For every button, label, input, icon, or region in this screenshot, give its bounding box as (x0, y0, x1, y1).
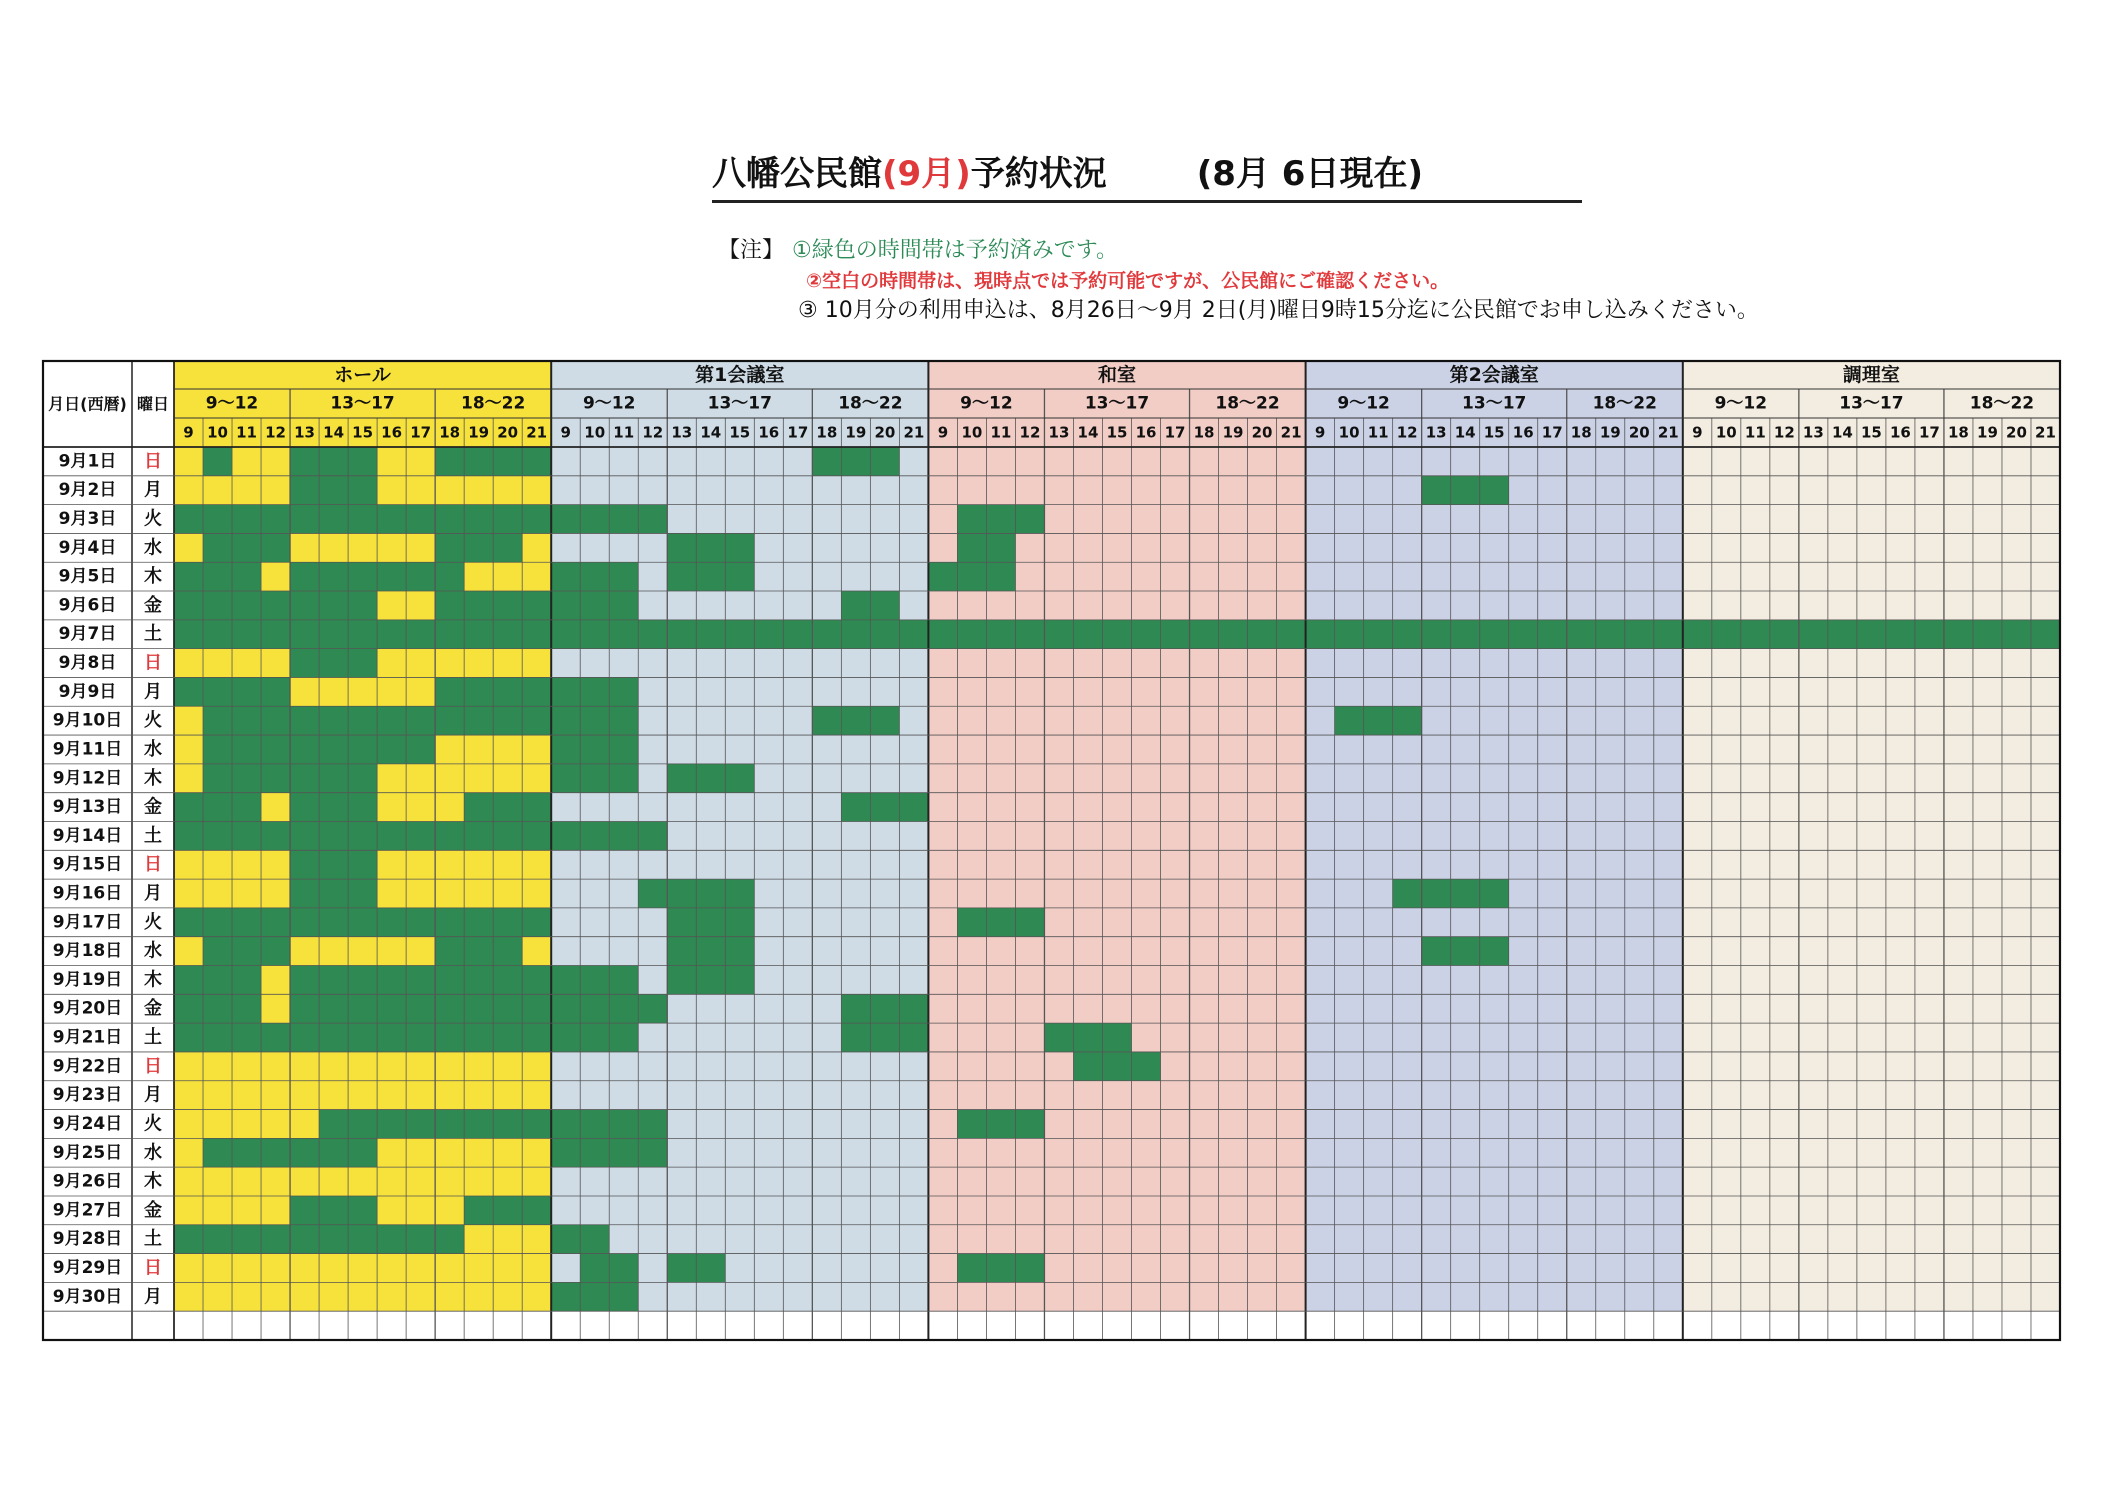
booked-slot (203, 447, 232, 476)
hour-label: 11 (1367, 423, 1389, 442)
hour-label: 20 (1628, 423, 1650, 442)
date-label: 9月23日 (52, 1085, 123, 1106)
weekday-label: 日 (144, 1257, 162, 1279)
title-close-paren: ) (955, 154, 971, 194)
room-name: 調理室 (1842, 364, 1900, 386)
blank-row-cell (1683, 1311, 2060, 1340)
booked-slot (1044, 1023, 1131, 1052)
weekday-label: 土 (144, 1027, 162, 1049)
booked-slot (928, 620, 1305, 649)
hour-label: 15 (1106, 423, 1128, 442)
hour-label: 9 (560, 423, 571, 442)
hour-label: 18 (816, 423, 838, 442)
weekday-label: 水 (144, 940, 162, 962)
weekday-label: 金 (144, 1199, 162, 1221)
hour-label: 20 (874, 423, 896, 442)
weekday-label: 月 (144, 1286, 162, 1308)
hour-label: 12 (1019, 423, 1041, 442)
blank-row-cell (551, 1311, 928, 1340)
blank-row-cell (1306, 1311, 1683, 1340)
hour-label: 10 (961, 423, 983, 442)
period-label: 13～17 (330, 393, 395, 414)
hour-label: 18 (1570, 423, 1592, 442)
period-label: 9～12 (960, 393, 1013, 414)
date-label: 9月30日 (52, 1286, 123, 1307)
hour-label: 13 (1425, 423, 1447, 442)
hour-label: 12 (265, 423, 286, 442)
date-label: 9月21日 (52, 1027, 123, 1048)
date-label: 9月11日 (52, 739, 123, 760)
weekday-label: 土 (144, 623, 162, 645)
booked-slot (667, 562, 754, 591)
hour-label: 18 (439, 423, 461, 442)
booked-slot (841, 793, 928, 822)
booked-slot (174, 994, 261, 1023)
hour-label: 18 (1948, 423, 1969, 442)
weekday-label: 金 (144, 796, 162, 818)
hour-label: 9 (183, 423, 194, 442)
hour-label: 9 (1692, 423, 1703, 442)
date-label: 9月12日 (52, 768, 123, 789)
hour-label: 10 (1338, 423, 1360, 442)
notes-label: 【注】 (718, 238, 785, 263)
booked-slot (290, 994, 551, 1023)
hour-label: 14 (1454, 423, 1476, 442)
booked-slot (290, 793, 377, 822)
booked-slot (1422, 476, 1509, 505)
booked-slot (551, 591, 638, 620)
hour-label: 18 (1193, 423, 1215, 442)
booked-slot (290, 1196, 377, 1225)
booked-slot (174, 966, 261, 995)
booked-slot (290, 879, 377, 908)
date-label: 9月7日 (58, 624, 117, 645)
weekday-label: 金 (144, 998, 162, 1020)
room-name: ホール (334, 364, 391, 386)
weekday-label: 土 (144, 825, 162, 847)
booked-slot (957, 1254, 1044, 1283)
date-label: 9月13日 (52, 797, 123, 818)
booked-slot (290, 649, 377, 678)
hour-label: 11 (1744, 423, 1766, 442)
booked-slot (841, 1023, 928, 1052)
booked-slot (841, 994, 928, 1023)
hour-label: 12 (642, 423, 664, 442)
booked-slot (667, 937, 754, 966)
date-label: 9月4日 (58, 537, 117, 558)
blank-row-cell (928, 1311, 1305, 1340)
booked-slot (290, 850, 377, 879)
title-status: 予約状況 (970, 154, 1107, 194)
booked-slot (551, 620, 928, 649)
period-label: 9～12 (1714, 393, 1768, 414)
room-name: 和室 (1097, 364, 1137, 386)
weekday-label: 火 (144, 911, 162, 933)
hour-label: 13 (294, 423, 316, 442)
hour-label: 19 (1977, 423, 1998, 442)
period-label: 13～17 (1839, 393, 1904, 414)
period-label: 13～17 (1084, 393, 1150, 414)
hour-label: 15 (1860, 423, 1882, 442)
hour-label: 17 (1541, 423, 1563, 442)
booked-slot (174, 562, 261, 591)
booked-slot (1683, 620, 2060, 649)
title-facility: 八幡公民館 (712, 154, 882, 194)
date-label: 9月24日 (52, 1113, 123, 1134)
booked-slot (667, 966, 754, 995)
booked-slot (667, 764, 754, 793)
booked-slot (551, 706, 638, 735)
hour-label: 21 (1280, 423, 1302, 442)
hour-label: 20 (497, 423, 519, 442)
date-label: 9月22日 (52, 1056, 123, 1077)
date-label: 9月25日 (52, 1142, 123, 1163)
hour-label: 15 (729, 423, 751, 442)
date-label: 9月16日 (52, 883, 123, 904)
booked-slot (203, 533, 290, 562)
period-label: 9～12 (205, 393, 259, 414)
weekday-label: 火 (144, 508, 162, 530)
date-label: 9月2日 (58, 480, 117, 501)
date-label: 9月18日 (52, 941, 123, 962)
hour-label: 21 (903, 423, 925, 442)
weekday-label: 木 (144, 767, 162, 789)
hour-label: 19 (1599, 423, 1621, 442)
booked-slot (551, 966, 638, 995)
hour-label: 20 (2006, 423, 2027, 442)
weekday-label: 月 (144, 479, 162, 501)
title-open-paren: ( (882, 154, 898, 194)
room-name: 第1会議室 (695, 364, 785, 386)
hour-label: 19 (845, 423, 867, 442)
title-month: 9月 (897, 154, 956, 194)
booked-slot (928, 562, 1015, 591)
booked-slot (435, 533, 522, 562)
date-label: 9月27日 (52, 1200, 123, 1221)
hour-label: 11 (990, 423, 1012, 442)
hour-label: 15 (352, 423, 374, 442)
period-label: 9～12 (1337, 393, 1390, 414)
booked-slot (1335, 706, 1422, 735)
hour-label: 14 (700, 423, 722, 442)
booked-slot (435, 937, 522, 966)
date-label: 9月8日 (58, 653, 117, 674)
weekday-label: 木 (144, 1171, 162, 1193)
booked-slot (812, 447, 899, 476)
date-label: 9月14日 (52, 825, 123, 846)
booked-slot (957, 908, 1044, 937)
booked-slot (174, 1023, 551, 1052)
hour-label: 20 (1251, 423, 1273, 442)
booked-slot (290, 447, 377, 476)
booked-slot (667, 908, 754, 937)
hour-label: 16 (1889, 423, 1911, 442)
booked-slot (174, 505, 551, 534)
booked-slot (551, 764, 638, 793)
hour-label: 16 (1512, 423, 1534, 442)
date-label: 9月26日 (52, 1171, 123, 1192)
title-as-of-date: (8月 6日現在) (1196, 154, 1423, 194)
weekday-label: 日 (144, 1055, 162, 1077)
weekday-label: 土 (144, 1228, 162, 1250)
booked-slot (174, 620, 551, 649)
hour-label: 19 (1222, 423, 1244, 442)
weekday-label: 水 (144, 537, 162, 559)
hour-label: 21 (2035, 423, 2056, 442)
hour-label: 11 (236, 423, 257, 442)
hour-label: 16 (758, 423, 780, 442)
weekday-label: 水 (144, 1142, 162, 1164)
booked-slot (551, 562, 638, 591)
hour-label: 21 (526, 423, 548, 442)
hour-label: 9 (937, 423, 949, 442)
weekday-label: 月 (144, 1084, 162, 1106)
date-label: 9月10日 (52, 710, 123, 731)
booked-slot (957, 505, 1044, 534)
weekday-label: 金 (144, 594, 162, 616)
hour-label: 9 (1314, 423, 1326, 442)
date-label: 9月6日 (58, 595, 117, 616)
booked-slot (1306, 620, 1683, 649)
booked-slot (957, 1110, 1044, 1139)
period-label: 13～17 (1462, 393, 1527, 414)
hour-label: 17 (1164, 423, 1186, 442)
period-label: 18～22 (1215, 393, 1280, 414)
period-label: 13～17 (707, 393, 772, 414)
booked-slot (203, 937, 290, 966)
booked-slot (464, 1196, 551, 1225)
period-label: 18～22 (461, 393, 526, 414)
hour-label: 14 (1831, 423, 1853, 442)
note-3: ③ 10月分の利用申込は、8月26日～9月 2日(月)曜日9時15分迄に公民館でお申し込みください。 (798, 298, 1759, 323)
date-label: 9月3日 (58, 509, 117, 530)
booked-slot (174, 793, 261, 822)
weekday-label: 水 (144, 738, 162, 760)
hour-label: 13 (671, 423, 693, 442)
booked-slot (551, 1282, 638, 1311)
date-label: 9月19日 (52, 969, 123, 990)
hour-label: 14 (1077, 423, 1099, 442)
hour-label: 21 (1657, 423, 1679, 442)
booked-slot (290, 476, 377, 505)
hour-label: 16 (381, 423, 403, 442)
hour-label: 10 (207, 423, 228, 442)
hour-label: 10 (1715, 423, 1737, 442)
date-label: 9月17日 (52, 912, 123, 933)
booked-slot (667, 533, 754, 562)
hour-label: 12 (1396, 423, 1418, 442)
weekday-label: 月 (144, 883, 162, 904)
hour-label: 17 (1918, 423, 1940, 442)
weekday-label: 木 (144, 969, 162, 991)
header-day: 曜日 (136, 394, 170, 414)
period-label: 18～22 (838, 393, 903, 414)
hour-label: 15 (1483, 423, 1505, 442)
date-label: 9月28日 (52, 1229, 123, 1250)
room-name: 第2会議室 (1449, 364, 1539, 386)
hour-label: 19 (468, 423, 490, 442)
weekday-label: 火 (144, 1113, 162, 1135)
weekday-label: 火 (144, 710, 162, 732)
weekday-label: 日 (144, 854, 162, 876)
hour-label: 17 (787, 423, 809, 442)
note-2: ②空白の時間帯は、現時点では予約可能ですが、公民館にご確認ください。 (806, 270, 1450, 292)
weekday-label: 木 (144, 566, 162, 588)
booked-slot (174, 908, 551, 937)
period-label: 18～22 (1592, 393, 1657, 414)
hour-label: 13 (1802, 423, 1824, 442)
date-label: 9月5日 (58, 566, 117, 587)
hour-label: 17 (410, 423, 432, 442)
hour-label: 12 (1773, 423, 1795, 442)
date-label: 9月1日 (58, 451, 117, 472)
booked-slot (464, 793, 551, 822)
booked-slot (174, 821, 551, 850)
hour-label: 11 (613, 423, 635, 442)
blank-row-cell (174, 1311, 551, 1340)
hour-label: 13 (1048, 423, 1070, 442)
date-label: 9月15日 (52, 854, 123, 875)
booked-slot (551, 735, 638, 764)
weekday-label: 日 (144, 652, 162, 674)
date-label: 9月29日 (52, 1257, 123, 1278)
booked-slot (290, 966, 551, 995)
booked-slot (551, 1023, 638, 1052)
hour-label: 10 (584, 423, 606, 442)
date-label: 9月9日 (58, 681, 117, 702)
header-date: 月日(西暦) (48, 394, 127, 414)
booked-slot (1073, 1052, 1160, 1081)
booked-slot (174, 591, 377, 620)
weekday-label: 日 (144, 450, 162, 472)
booked-slot (1422, 937, 1509, 966)
period-label: 18～22 (1969, 393, 2035, 414)
hour-label: 16 (1135, 423, 1157, 442)
booked-slot (812, 706, 899, 735)
weekday-label: 月 (144, 681, 162, 703)
booked-slot (551, 677, 638, 706)
hour-label: 14 (323, 423, 345, 442)
date-label: 9月20日 (52, 998, 123, 1019)
note-1-text: ①緑色の時間帯は予約済みです。 (792, 238, 1118, 263)
period-label: 9～12 (582, 393, 636, 414)
